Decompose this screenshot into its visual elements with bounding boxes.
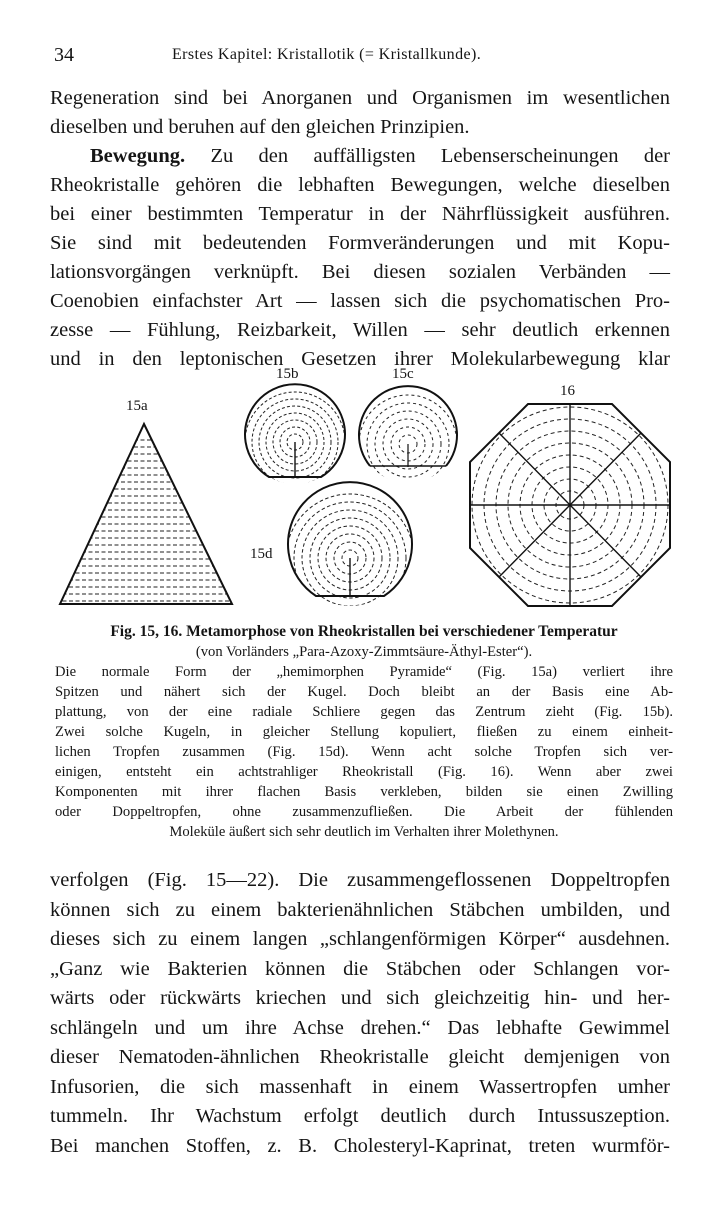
figure-15d-drop [282, 480, 418, 610]
paragraph-regeneration [50, 84, 670, 142]
figure-15c-sphere [354, 380, 464, 484]
caption-line: oder Doppeltropfen, ohne zusammenzufließen. Die Arbeit der fühlenden [55, 804, 673, 820]
caption-line: einigen, entsteht ein achtstrahliger Rheokristall (Fig. 16). Wenn aber zwei [55, 764, 673, 780]
text-line: Coenobien einfachster Art — lassen sich die psychomatischen Pro- [50, 290, 670, 312]
text-line: verfolgen (Fig. 15—22). Die zusammengeflossenen Doppeltropfen [50, 869, 670, 891]
text-line: und in den leptonischen Gesetzen ihrer Molekularbewegung klar [50, 348, 670, 370]
text-line: Regeneration sind bei Anorganen und Organismen im wesentlichen [50, 87, 670, 109]
text-line: wärts oder rückwärts kriechen und sich gleichzeitig hin- und her- [50, 987, 670, 1009]
caption-line: Moleküle äußert sich sehr deutlich im Verhalten ihrer Molethynen. [169, 824, 559, 840]
caption-title: Fig. 15, 16. Metamorphose von Rheokristallen bei verschiedener Temperatur [110, 623, 618, 640]
figure-label-16: 16 [560, 383, 575, 399]
text-line: lationsvorgängen verknüpft. Bei diesen sozialen Verbänden — [50, 261, 670, 283]
paragraph-bewegung [50, 142, 670, 374]
figure-label-15c: 15c [392, 366, 414, 382]
text-line: dieser Nematoden-ähnlichen Rheokristalle gleicht demjenigen von [50, 1046, 670, 1068]
figure-caption [55, 622, 673, 842]
text-line: bei einer bestimmten Temperatur in der Nährflüssigkeit ausführen. [50, 203, 670, 225]
section-lead-bewegung: Bewegung. [90, 145, 186, 167]
figure-label-15a: 15a [126, 398, 148, 414]
caption-line: Zwei solche Kugeln, in gleicher Stellung kopuliert, fließen zu einem einheit- [55, 724, 673, 740]
caption-subtitle: (von Vorländers „Para-Azoxy-Zimmtsäure-Äthyl-Ester“). [195, 644, 533, 660]
running-head [54, 44, 674, 68]
caption-line: Komponenten mit ihrer flachen Basis verkleben, bilden sie einen Zwilling [55, 784, 673, 800]
text-fragment: Zu den auffälligsten Lebenserscheinungen der [185, 145, 670, 167]
caption-line: lichen Tropfen zusammen (Fig. 15d). Wenn acht solche Tropfen sich ver- [55, 744, 673, 760]
page-number: 34 [54, 44, 74, 66]
caption-line: plattung, von der eine radiale Schliere gegen das Zentrum zieht (Fig. 15b). [55, 704, 673, 720]
text-line: schlängeln und um ihre Achse drehen.“ Das lebhafte Gewimmel [50, 1016, 670, 1039]
text-line [50, 142, 670, 171]
figure-15b-sphere [236, 382, 354, 486]
text-line: zesse — Fühlung, Reizbarkeit, Willen — sehr deutlich erkennen [50, 319, 670, 341]
text-line: Rheokristalle gehören die lebhaften Bewegungen, welche dieselben [50, 174, 670, 196]
text-line: „Ganz wie Bakterien können die Stäbchen oder Schlangen vor- [50, 957, 670, 980]
running-title: Erstes Kapitel: Kristallotik (= Kristallkunde). [172, 46, 482, 63]
text-line: dieses sich zu einem langen „schlangenförmigen Körper“ ausdehnen. [50, 928, 670, 950]
figure-15a-pyramid [56, 420, 236, 610]
caption-line: Spitzen und nähert sich der Kugel. Doch bleibt an der Basis eine Ab- [55, 684, 673, 700]
text-line: Bei manchen Stoffen, z. B. Cholesteryl-Kaprinat, treten wurmför- [50, 1134, 670, 1157]
figure-16-octagon [466, 400, 674, 610]
text-line: dieselben und beruhen auf den gleichen Prinzipien. [50, 116, 470, 138]
text-line: können sich zu einem bakterienähnlichen Stäbchen umbilden, und [50, 898, 670, 921]
figure-label-15d: 15d [250, 546, 273, 562]
caption-line: Die normale Form der „hemimorphen Pyramide“ (Fig. 15a) verliert ihre [55, 664, 673, 680]
text-line: Sie sind mit bedeutenden Formveränderungen und mit Kopu- [50, 232, 670, 254]
text-line: Infusorien, die sich massenhaft in einem Wassertropfen umher [50, 1075, 670, 1098]
figure-label-15b: 15b [276, 366, 299, 382]
paragraph-continuation [50, 866, 670, 1161]
text-line: tummeln. Ihr Wachstum erfolgt deutlich durch Intussuszeption. [50, 1105, 670, 1127]
